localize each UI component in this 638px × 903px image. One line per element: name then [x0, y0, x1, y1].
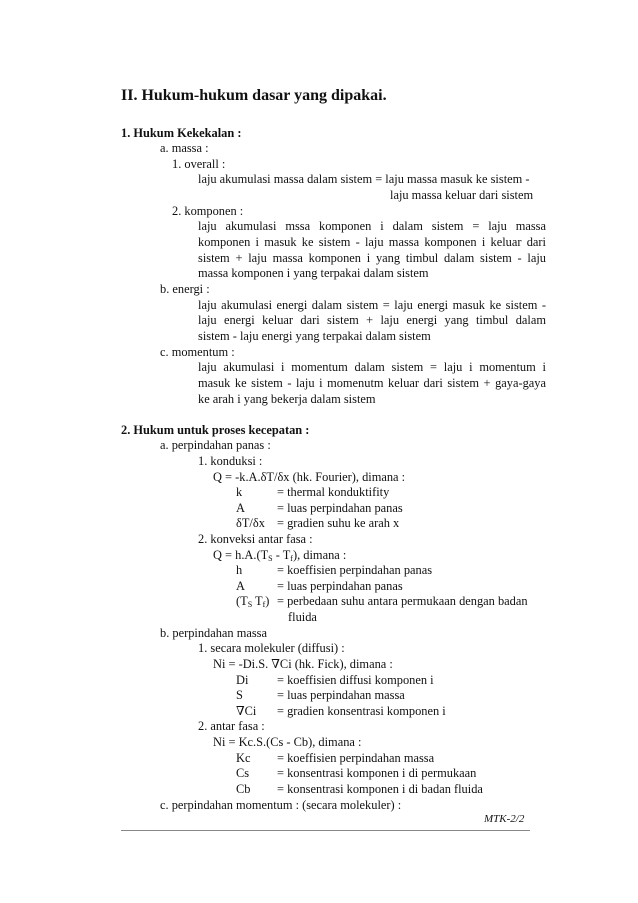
- def-text: = gradien suhu ke arah x: [277, 516, 400, 530]
- heading-hukum-kekekalan: 1. Hukum Kekekalan :: [121, 126, 242, 140]
- def-text-continued: fluida: [288, 610, 317, 624]
- def-text: = koeffisien perpindahan massa: [277, 751, 435, 765]
- komponen-line-1: laju akumulasi mssa komponen i dalam sistem = laju massa: [198, 219, 546, 233]
- def-text: = gradien konsentrasi komponen i: [277, 704, 446, 718]
- item-a2-konveksi: 2. konveksi antar fasa :: [198, 532, 313, 546]
- item-c-momentum: c. momentum :: [160, 345, 235, 359]
- def-symbol: δT/δx: [236, 516, 265, 530]
- def-symbol: S: [236, 688, 243, 702]
- item-b1-molekuler: 1. secara molekuler (diffusi) :: [198, 641, 345, 655]
- def-symbol: A: [236, 579, 245, 593]
- energi-line-2: laju energi keluar dari sistem + laju energi yang timbul dalam: [198, 313, 546, 327]
- page-footer: MTK-2/2: [484, 813, 525, 825]
- def-text: = thermal konduktifity: [277, 485, 390, 499]
- def-text: = koeffisien diffusi komponen i: [277, 673, 434, 687]
- komponen-line-3: sistem + laju massa komponen i yang timbul dalam sistem - laju: [198, 251, 546, 265]
- item-a1-konduksi: 1. konduksi :: [198, 454, 263, 468]
- item-a-massa: a. massa :: [160, 141, 209, 155]
- overall-line-1: laju akumulasi massa dalam sistem = laju massa masuk ke sistem -: [198, 172, 530, 186]
- def-symbol: h: [236, 563, 243, 577]
- def-symbol: Di: [236, 673, 249, 687]
- item-b2-antar-fasa: 2. antar fasa :: [198, 719, 265, 733]
- def-text: = luas perpindahan massa: [277, 688, 405, 702]
- item-c-perpindahan-momentum: c. perpindahan momentum : (secara molekuler) :: [160, 798, 402, 812]
- momentum-line-2: masuk ke sistem - laju i momenutm keluar dari sistem + gaya-gaya: [198, 376, 546, 390]
- def-text: = koeffisien perpindahan panas: [277, 563, 433, 577]
- def-text: = konsentrasi komponen i di badan fluida: [277, 782, 483, 796]
- def-symbol: k: [236, 485, 243, 499]
- item-b-perpindahan-massa: b. perpindahan massa: [160, 626, 268, 640]
- def-text: = luas perpindahan panas: [277, 501, 403, 515]
- fick-equation: Ni = -Di.S. ∇Ci (hk. Fick), dimana :: [213, 657, 393, 671]
- momentum-line-1: laju akumulasi i momentum dalam sistem = laju i momentum i: [198, 360, 546, 374]
- fourier-equation: Q = -k.A.δT/δx (hk. Fourier), dimana :: [213, 470, 406, 484]
- item-b-energi: b. energi :: [160, 282, 210, 296]
- def-symbol: Cb: [236, 782, 251, 796]
- def-text: = luas perpindahan panas: [277, 579, 403, 593]
- komponen-line-2: komponen i masuk ke sistem - laju massa komponen i keluar dari: [198, 235, 546, 249]
- item-a-perpindahan-panas: a. perpindahan panas :: [160, 438, 271, 452]
- kc-equation: Ni = Kc.S.(Cs - Cb), dimana :: [213, 735, 362, 749]
- footer-divider: [121, 830, 530, 831]
- def-symbol: Kc: [236, 751, 251, 765]
- section-title: II. Hukum-hukum dasar yang dipakai.: [121, 87, 387, 104]
- def-symbol: ($T_S$ $T_f$): [236, 594, 270, 609]
- def-text: = perbedaan suhu antara permukaan dengan badan: [277, 594, 528, 608]
- def-symbol: Cs: [236, 766, 250, 780]
- konveksi-equation: $Q = h.A.(T_S - T_f)$, dimana :: [213, 548, 347, 563]
- item-a1-overall: 1. overall :: [172, 157, 226, 171]
- def-text: = konsentrasi komponen i di permukaan: [277, 766, 477, 780]
- item-a2-komponen: 2. komponen :: [172, 204, 244, 218]
- heading-proses-kecepatan: 2. Hukum untuk proses kecepatan :: [121, 423, 310, 437]
- energi-line-1: laju akumulasi energi dalam sistem = laju energi masuk ke sistem -: [198, 298, 546, 312]
- overall-line-2: laju massa keluar dari sistem: [390, 188, 534, 202]
- komponen-line-4: massa komponen i yang terpakai dalam sistem: [198, 266, 429, 280]
- def-symbol: ∇Ci: [236, 704, 257, 718]
- momentum-line-3: ke arah i yang bekerja dalam sistem: [198, 392, 376, 406]
- energi-line-3: sistem - laju energi yang terpakai dalam sistem: [198, 329, 431, 343]
- def-symbol: A: [236, 501, 245, 515]
